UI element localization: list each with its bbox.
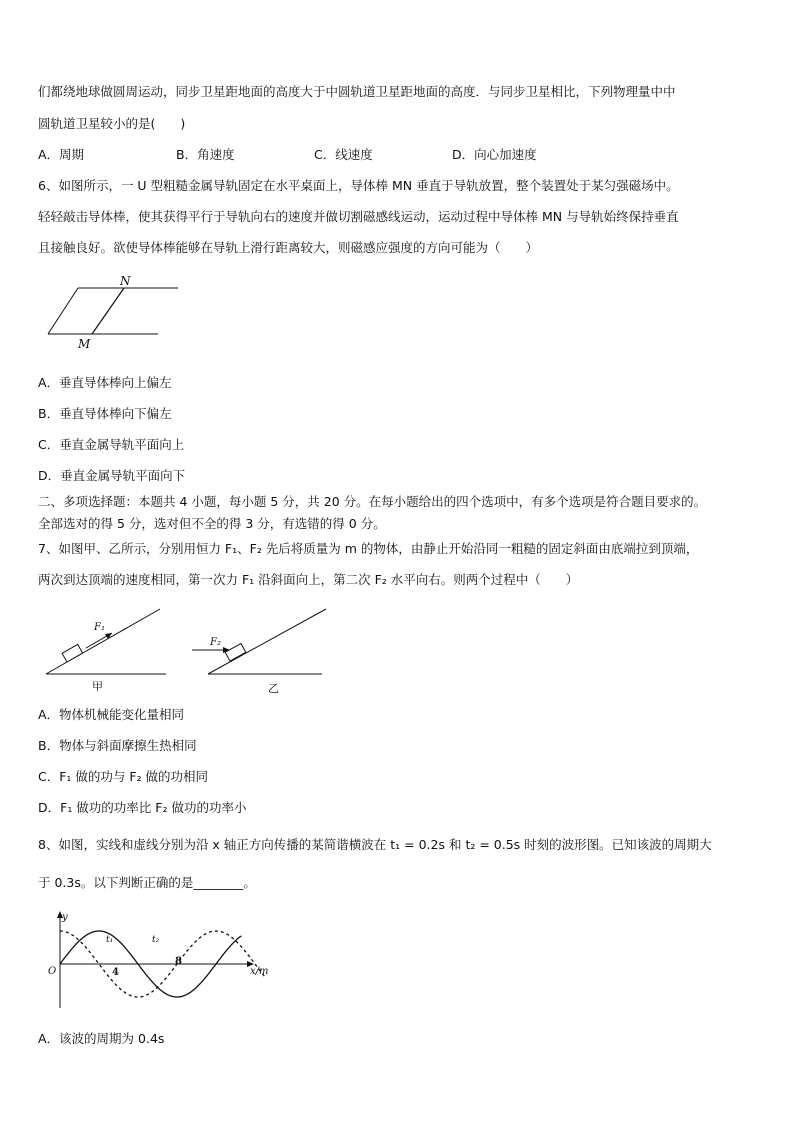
q6-stem-line3: 且接触良好。欲使导体棒能够在导轨上滑行距离较大，则磁感应强度的方向可能为（ ）: [38, 240, 539, 255]
q7-option-b: B．物体与斜面摩擦生热相同: [38, 738, 197, 753]
q8-wave-figure: [40, 908, 280, 1012]
label-jia: 甲: [92, 680, 103, 693]
label-n: N: [120, 274, 131, 288]
q6-option-c: C．垂直金属导轨平面向上: [38, 437, 185, 452]
q6-rail-figure: [40, 272, 190, 352]
q7-stem-line2: 两次到达顶端的速度相同，第一次力 F₁ 沿斜面向上，第二次 F₂ 水平向右。则两个过程中（ ）: [38, 572, 579, 587]
q7-option-c: C．F₁ 做的功与 F₂ 做的功相同: [38, 769, 209, 784]
q6-option-a: A．垂直导体棒向上偏左: [38, 375, 172, 390]
q6-stem-line2: 轻轻敲击导体棒，使其获得平行于导轨向右的速度并做切割磁感线运动，运动过程中导体棒 MN 与导轨始终保持垂直: [38, 209, 679, 224]
q5-stem-line1: 们都绕地球做圆周运动，同步卫星距地面的高度大于中圆轨道卫星距地面的高度．与同步卫星相比，下列物理量中中: [38, 84, 676, 99]
q6-stem-line1: 6、如图所示，一 U 型粗糙金属导轨固定在水平桌面上，导体棒 MN 垂直于导轨放置，整个装置处于某匀强磁场中。: [38, 178, 679, 193]
label-f1: F₁: [94, 622, 105, 633]
tick-4: 4: [112, 967, 119, 978]
jia-incline: [46, 609, 160, 674]
label-yi: 乙: [268, 682, 279, 694]
q7-stem-line1: 7、如图甲、乙所示，分别用恒力 F₁、F₂ 先后将质量为 m 的物体，由静止开始沿同一粗糙的固定斜面由底端拉到顶端，: [38, 541, 699, 556]
q6-option-b: B．垂直导体棒向下偏左: [38, 406, 172, 421]
rod-mn: [92, 288, 124, 334]
q7-incline-figures: [40, 602, 340, 694]
q7-option-d: D．F₁ 做功的功率比 F₂ 做功的功率小: [38, 800, 247, 815]
label-origin: O: [48, 966, 57, 977]
tick-8: 8: [175, 956, 182, 967]
label-f2: F₂: [210, 637, 221, 648]
q5-option-d: D．向心加速度: [452, 147, 537, 162]
jia-block: [62, 644, 83, 662]
q6-option-d: D．垂直金属导轨平面向下: [38, 468, 186, 483]
label-t2: t₂: [152, 935, 160, 945]
section2-line2: 全部选对的得 5 分，选对但不全的得 3 分，有选错的得 0 分。: [38, 516, 386, 531]
q8-option-a: A．该波的周期为 0.4s: [38, 1031, 165, 1046]
q5-option-b: B．角速度: [176, 147, 235, 162]
q5-option-a: A．周期: [38, 147, 85, 162]
q7-option-a: A．物体机械能变化量相同: [38, 707, 185, 722]
q8-stem-line2: 于 0.3s。以下判断正确的是________。: [38, 875, 256, 890]
section2-line1: 二、多项选择题：本题共 4 小题，每小题 5 分，共 20 分。在每小题给出的四个选项中，有多个选项是符合题目要求的。: [38, 494, 707, 509]
q5-option-c: C．线速度: [314, 147, 373, 162]
yi-block: [225, 644, 246, 661]
rail-end: [48, 288, 78, 334]
yi-incline: [208, 609, 326, 674]
q8-stem-line1: 8、如图，实线和虚线分别为沿 x 轴正方向传播的某简谐横波在 t₁ = 0.2s 和 t₂ = 0.5s 时刻的波形图。已知该波的周期大: [38, 837, 712, 852]
label-m: M: [78, 337, 91, 351]
label-x: x/m: [250, 966, 269, 977]
label-y: y: [62, 912, 68, 923]
q5-stem-line2: 圆轨道卫星较小的是( ): [38, 116, 186, 131]
label-t1: t₁: [106, 935, 114, 945]
